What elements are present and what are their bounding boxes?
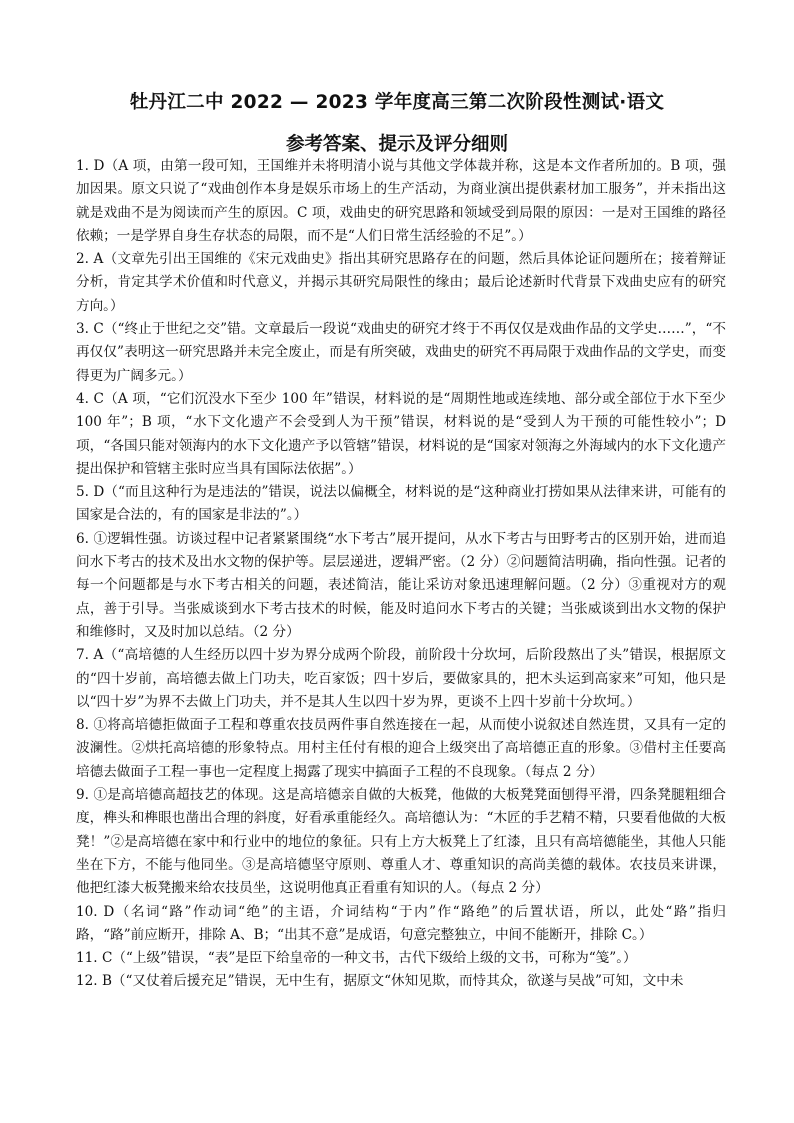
answer-list bbox=[76, 155, 726, 994]
document-subtitle: 参考答案、提示及评分细则 bbox=[285, 134, 508, 155]
answer-item-5: 5. D（“而且这种行为是违法的”错误，说法以偏概全，材料说的是“这种商业打捞如果从法律来讲，可能有的国家是合法的，有的国家是非法的”。） bbox=[76, 484, 726, 524]
answer-item-8: 8. ①将高培德拒做面子工程和尊重农技员两件事自然连接在一起，从而使小说叙述自然连贯，又具有一定的波澜性。②烘托高培德的形象特点。用村主任付有根的迎合上级突出了高培德正直的形象。③借村主任要高培德去做面子工程一事也一定程度上揭露了现实中搞面子工程的不良现象。（每点 2 分） bbox=[76, 717, 726, 780]
answer-item-9: 9. ①是高培德高超技艺的体现。这是高培德亲自做的大板凳，他做的大板凳凳面刨得平滑，四条凳腿粗细合度，榫头和榫眼也凿出合理的斜度，好看承重能经久。高培德认为：“木匠的手艺精不精，只要看他做的大板凳！”②是高培德在家中和行业中的地位的象征。只有上方大板凳上了红漆，且只有高培德能坐，其他人只能坐在下方，不能与他同坐。③是高培德坚守原则、尊重人才、尊重知识的高尚美德的载体。农技员来讲课，他把红漆大板凳搬来给农技员坐，这说明他真正看重有知识的人。（每点 2 分） bbox=[76, 787, 726, 897]
answer-item-4: 4. C（A 项，“它们沉没水下至少 100 年”错误，材料说的是“周期性地或连续地、部分或全部位于水下至少 100 年”；B 项，“水下文化遗产不会受到人为干预”错误，材料说的是“受到人为干预的可能性较小”；D 项，“各国只能对领海内的水下文化遗产予以管辖”错误，材料说的是“国家对领海之外海域内的水下文化遗产提出保护和管辖主张时应当具有国际法依据”。） bbox=[76, 390, 726, 477]
answer-item-6: 6. ①逻辑性强。访谈过程中记者紧紧围绕“水下考古”展开提问，从水下考古与田野考古的区别开始，进而追问水下考古的技术及出水文物的保护等。层层递进，逻辑严密。（2 分）②问题简洁明确，指向性强。记者的每一个问题都是与水下考古相关的问题，表述简洁，能让采访对象迅速理解问题。（2 分）③重视对方的观点，善于引导。当张威谈到水下考古技术的时候，能及时追问水下考古的关键；当张威谈到出水文物的保护和维修时，又及时加以总结。（2 分） bbox=[76, 530, 726, 640]
answer-item-11: 11. C（“上级”错误，“表”是臣下给皇帝的一种文书，古代下级给上级的文书，可称为“笺”。） bbox=[76, 950, 637, 967]
answer-item-1: 1. D（A 项，由第一段可知，王国维并未将明清小说与其他文学体裁并称，这是本文作者所加的。B 项，强加因果。原文只说了“戏曲创作本身是娱乐市场上的生产活动，为商业演出提供素材加工服务”，并未指出这就是戏曲不是为阅读而产生的原因。C 项，戏曲史的研究思路和领域受到局限的原因：一是对王国维的路径依赖；一是学界自身生存状态的局限，而不是“人们日常生活经验的不足”。） bbox=[76, 158, 726, 244]
answer-item-3: 3. C（“终止于世纪之交”错。文章最后一段说“戏曲史的研究才终于不再仅仅是戏曲作品的文学史……”，“不再仅仅”表明这一研究思路并未完全废止，而是有所突破，戏曲史的研究不再局限于戏曲作品的文学史，而变得更为广阔多元。） bbox=[76, 321, 726, 384]
answer-item-12: 12. B（“又仗着后援充足”错误，无中生有，据原文“休知见欺，而恃其众，欲遂与吴战”可知，文中未 bbox=[76, 973, 684, 990]
answer-item-2: 2. A（文章先引出王国维的《宋元戏曲史》指出其研究思路存在的问题，然后具体论证问题所在；接着辩证分析，肯定其学术价值和时代意义，并揭示其研究局限性的缘由；最后论述新时代背景下戏曲史应有的研究方向。） bbox=[76, 251, 726, 314]
answer-item-10: 10. D（名词“路”作动词“绝”的主语，介词结构“于内”作“路绝”的后置状语，所以，此处“路”指归路，“路”前应断开，排除 A、B；“出其不意”是成语，句意完整独立，中间不能断开，排除 C。） bbox=[76, 903, 726, 943]
answer-item-7: 7. A（“高培德的人生经历以四十岁为界分成两个阶段，前阶段十分坎坷，后阶段熬出了头”错误，根据原文的“四十岁前，高培德去做上门功夫，吃百家饭；四十岁后，要做家具的，把木头运到高家来”可知，他只是以“四十岁”为界不去做上门功夫，并不是其人生以四十岁为界，更谈不上四十岁前十分坎坷。） bbox=[76, 647, 726, 710]
document-title: 牡丹江二中 2022 — 2023 学年度高三第二次阶段性测试·语文 bbox=[129, 92, 665, 113]
